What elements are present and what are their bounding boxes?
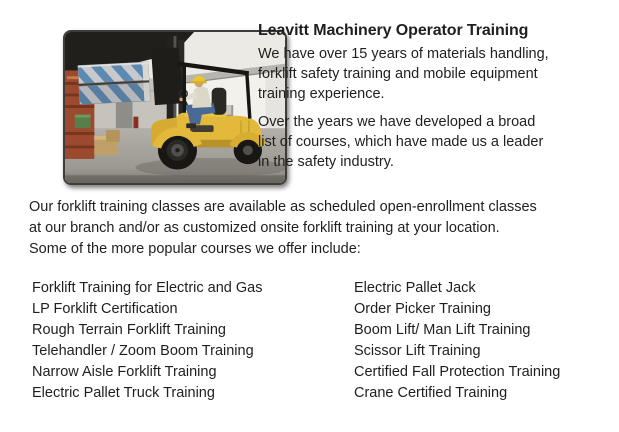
- course-item: Electric Pallet Jack: [354, 280, 476, 296]
- course-item: Order Picker Training: [354, 301, 491, 317]
- course-item: Forklift Training for Electric and Gas: [32, 280, 263, 296]
- page-title: Leavitt Machinery Operator Training: [258, 22, 529, 39]
- intro-paragraph-2: [258, 112, 549, 172]
- forklift-photo: [63, 30, 287, 185]
- photo-load-backrest: [151, 47, 184, 105]
- text-line: We have over 15 years of materials handling,: [258, 46, 549, 62]
- course-item: Rough Terrain Forklift Training: [32, 322, 226, 338]
- course-item: Boom Lift/ Man Lift Training: [354, 322, 531, 338]
- text-line: Our forklift training classes are available as scheduled open-enrollment classes: [29, 199, 537, 215]
- text-line: forklift safety training and mobile equipment: [258, 66, 538, 82]
- course-item: Narrow Aisle Forklift Training: [32, 364, 217, 380]
- text-line: in the safety industry.: [258, 154, 394, 170]
- text-line: training experience.: [258, 86, 385, 102]
- photo-pavement-shadow: [65, 175, 285, 183]
- text-line: Over the years we have developed a broad: [258, 114, 536, 130]
- course-list-left: [32, 278, 262, 404]
- course-item: Certified Fall Protection Training: [354, 364, 561, 380]
- course-item: Telehandler / Zoom Boom Training: [32, 343, 254, 359]
- course-item: Crane Certified Training: [354, 385, 508, 401]
- text-line: at our branch and/or as customized onsite forklift training at your location.: [29, 220, 500, 236]
- intro-section: [258, 21, 549, 172]
- overview-paragraph: [29, 197, 537, 260]
- overview-section: [29, 197, 537, 260]
- photo-load-bundles: [78, 62, 150, 105]
- course-item: LP Forklift Certification: [32, 301, 178, 317]
- text-line: Some of the more popular courses we offer include:: [29, 241, 361, 257]
- forklift-photo-illustration: [65, 32, 285, 183]
- text-line: list of courses, which have made us a leader: [258, 134, 544, 150]
- intro-paragraph-1: [258, 44, 549, 104]
- course-list-right: [354, 278, 560, 404]
- course-item: Electric Pallet Truck Training: [32, 385, 215, 401]
- course-item: Scissor Lift Training: [354, 343, 481, 359]
